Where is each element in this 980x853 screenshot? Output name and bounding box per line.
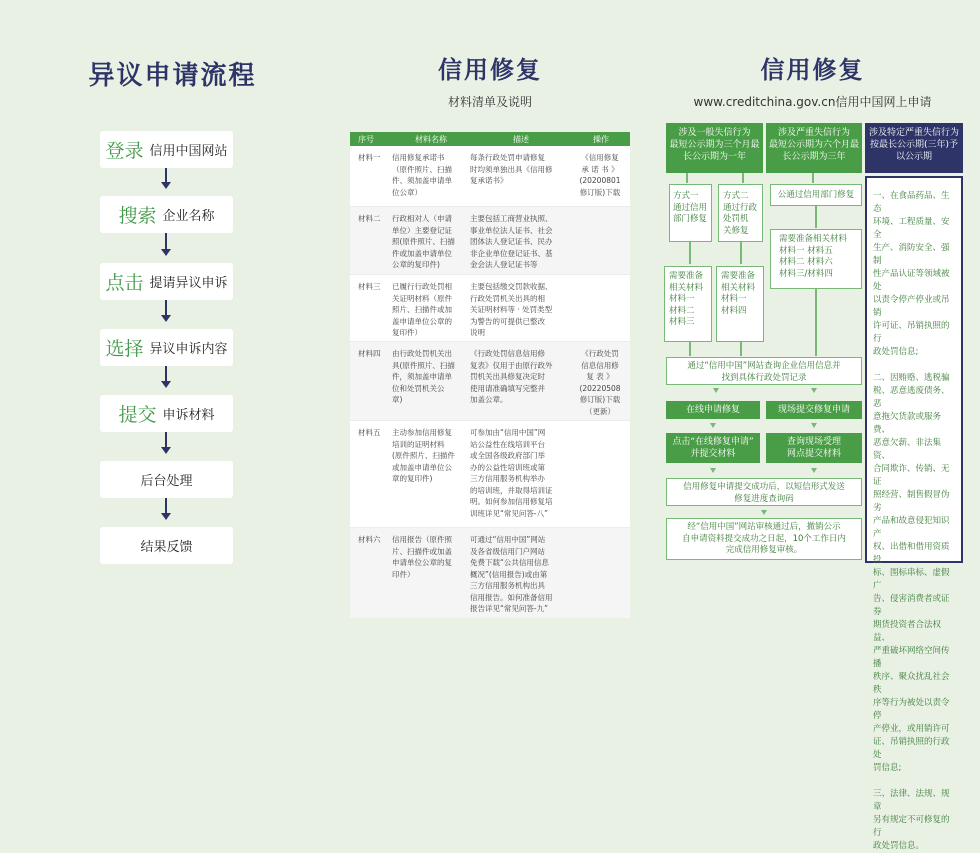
- row-op: [572, 207, 630, 274]
- prep-materials-two: 需要准备 相关材料 材料一 材料四: [716, 266, 764, 342]
- header-severe: 涉及严重失信行为 最短公示期为六个月最 长公示期为三年: [766, 123, 862, 173]
- step-text: 异议申诉内容: [149, 342, 228, 357]
- arrow-down-icon: [761, 510, 767, 515]
- row-desc: 主要包括缴交罚款收据、 行政处罚机关出具的相 关证明材料等 · 处罚类型 为警告的可提供已整改 说明: [470, 282, 553, 337]
- prep-materials-one: 需要准备 相关材料 材料一 材料二 材料三: [664, 266, 712, 342]
- arrow-down-icon: [713, 388, 719, 393]
- connector: [686, 173, 688, 183]
- onsite-repair-button[interactable]: 现场提交修复申请: [766, 401, 862, 419]
- step-text: 提请异议申诉: [149, 276, 228, 291]
- download-link[interactable]: 《行政处罚 信息信用修 复 表 》 (20220508 修订版)下载 （更新）: [579, 349, 621, 416]
- header-name: 材料名称: [415, 134, 447, 144]
- down-arrow-icon: [162, 233, 170, 256]
- flow-title: 异议申请流程: [88, 61, 257, 91]
- connector: [742, 173, 744, 183]
- row-desc: 每条行政处罚申请修复 时均须单独出具《信用修 复承诺书》: [470, 153, 553, 185]
- table-row: [350, 528, 630, 618]
- prep-materials-three: 需要准备相关材料 材料一 材料五 材料二 材料六 材料三/材料四: [770, 229, 862, 289]
- review-step: 经“信用中国”网站审核通过后，撤销公示 自申请资料提交成功之日起，10个工作日内 完成信用修复审核。: [666, 518, 862, 560]
- repair-url[interactable]: www.creditchina.gov.cn信用中国网上申请: [693, 95, 932, 109]
- down-arrow-icon: [162, 366, 170, 388]
- connector: [812, 173, 814, 183]
- arrow-down-icon: [811, 423, 817, 428]
- down-arrow-icon: [162, 300, 170, 322]
- arrow-down-icon: [811, 468, 817, 473]
- sms-notice-step: 信用修复申请提交成功后，以短信形式发送 修复进度查询码: [666, 478, 862, 506]
- row-name: 信用报告（原件照 片、扫描件或加盖 申请单位公章的复 印件）: [392, 535, 452, 579]
- step-keyword: 点击: [105, 272, 144, 294]
- row-op: [572, 275, 630, 341]
- down-arrow-icon: [162, 498, 170, 520]
- step-search: [100, 196, 233, 233]
- table-header: [350, 132, 630, 146]
- step-text: 信用中国网站: [149, 144, 228, 159]
- row-name: 主动参加信用修复 培训的证明材料 (原件照片、扫描件 或加盖申请单位公 章的复印件): [392, 428, 455, 483]
- online-submit-step: 点击“在线修复申请” 并提交材料: [666, 433, 760, 463]
- connector: [689, 242, 691, 264]
- header-desc: 描述: [513, 134, 529, 144]
- row-no: 材料三: [358, 282, 381, 291]
- arrow-down-icon: [710, 423, 716, 428]
- repair-title: 信用修复: [760, 56, 865, 84]
- table-row: [350, 275, 630, 342]
- header-no: 序号: [358, 134, 374, 144]
- header-op: 操作: [593, 134, 609, 144]
- row-desc: 可参加由“信用中国”网 站公益性在线培训平台 或全国各级政府部门举 办的公益性培训班或第 三方信用服务机构举办 的培训班，并取得培训证 明。如何参加信用修复培 训班详见“常见问答-八”: [470, 428, 553, 518]
- query-step: 通过“信用中国”网站查询企业信用信息并 找到具体行政处罚记录: [666, 357, 862, 385]
- row-desc: 可通过“信用中国”网站 及各省级信用门户网站 免费下载“公共信用信息 概况”(信用报告)或由第 三方信用服务机构出具 信用报告。如何准备信用 报告详见“常见问答-九”: [470, 535, 553, 613]
- row-no: 材料一: [358, 153, 381, 162]
- step-keyword: 搜索: [118, 205, 157, 227]
- row-name: 由行政处罚机关出 具(原件照片、扫描 件，须加盖申请单 位和处罚机关公 章): [392, 349, 455, 404]
- severe-method-box: 公通过信用部门修复: [770, 184, 862, 206]
- row-no: 材料五: [358, 428, 381, 437]
- step-keyword: 选择: [105, 338, 144, 360]
- row-no: 材料二: [358, 214, 381, 223]
- materials-table: [350, 132, 630, 618]
- arrow-down-icon: [710, 468, 716, 473]
- special-cases-panel: 一、在食品药品、生态 环境、工程质量、安全 生产、消防安全、强制 性产品认证等领域被处 以责令停产停业或吊销 许可证、吊销执照的行 政处罚信息; 二、因贿赂、逃税骗 税、恶意逃废债务、恶 意拖欠货款或服务费、 恶意欠薪、非法集资、 合同欺诈、传销、无证 照经营、制售假冒伪劣 产品和故意侵犯知识产 权、出借和借用资质投 标、围标串标、虚假广 告、侵害消费者或证券 期货投资者合法权益、 严重破坏网络空间传播 秩序、聚众扰乱社会秩 序等行为被处以责令停 产停业，或用销许可 证、吊销执照的行政处 罚信息; 三、法律、法规、规章 另有规定不可修复的行 政处罚信息。: [865, 176, 963, 563]
- connector: [815, 289, 817, 356]
- table-row: [350, 421, 630, 528]
- row-desc: 《行政处罚信息信用修 复表》仅用于由原行政外 罚机关出具修复决定时 使用请准确填写完整并 加盖公章。: [470, 349, 553, 404]
- onsite-submit-step: 查询现场受理 网点提交材料: [766, 433, 862, 463]
- connector: [740, 342, 742, 356]
- materials-subtitle: 材料清单及说明: [447, 95, 532, 109]
- row-op: [572, 528, 630, 618]
- header-general: 涉及一般失信行为 最短公示期为三个月最 长公示期为一年: [666, 123, 763, 173]
- connector: [740, 242, 742, 264]
- row-no: 材料四: [358, 349, 381, 358]
- step-select: [100, 329, 233, 366]
- online-repair-button[interactable]: 在线申请修复: [666, 401, 760, 419]
- table-row: [350, 207, 630, 275]
- row-name: 行政相对人（申请 单位）主要登记证 照(原件照片、扫描 件或加盖申请单位 公章的复印件): [392, 214, 455, 269]
- step-login: [100, 131, 233, 168]
- row-name: 已履行行政处罚相 关证明材料（原件 照片、扫描件或加 盖申请单位公章的 复印件）: [392, 282, 452, 337]
- row-name: 信用修复承诺书 （原件照片、扫描 件、须加盖申请单 位公章）: [392, 153, 452, 197]
- step-keyword: 登录: [105, 140, 144, 162]
- step-text: 后台处理: [140, 474, 193, 489]
- step-text: 企业名称: [162, 209, 215, 224]
- header-special: 涉及特定严重失信行为 按最长公示期(三年)予 以公示期: [865, 123, 963, 173]
- down-arrow-icon: [162, 432, 170, 454]
- down-arrow-icon: [162, 168, 170, 189]
- step-submit: [100, 395, 233, 432]
- table-row: [350, 146, 630, 207]
- step-click: [100, 263, 233, 300]
- step-backend: [100, 461, 233, 498]
- method-two-box: 方式二 通过行政处罚机 关修复: [718, 184, 763, 242]
- step-text: 结果反馈: [140, 540, 193, 555]
- method-one-box: 方式一 通过信用 部门修复: [669, 184, 712, 242]
- connector: [689, 342, 691, 356]
- download-link[interactable]: 《信用修复 承 诺 书 》 (20200801 修订版)下载: [579, 153, 621, 197]
- row-desc: 主要包括工商营业执照、 事业单位法人证书、社会 团体法人登记证书、民办 非企业单位登记证书、基 金会法人登记证书等: [470, 214, 553, 269]
- step-text: 申诉材料: [162, 408, 215, 423]
- table-row: [350, 342, 630, 421]
- arrow-down-icon: [811, 388, 817, 393]
- row-op: [572, 421, 630, 527]
- row-no: 材料六: [358, 535, 381, 544]
- connector: [815, 206, 817, 228]
- step-result: [100, 527, 233, 564]
- materials-title: 信用修复: [438, 56, 542, 84]
- step-keyword: 提交: [118, 404, 157, 426]
